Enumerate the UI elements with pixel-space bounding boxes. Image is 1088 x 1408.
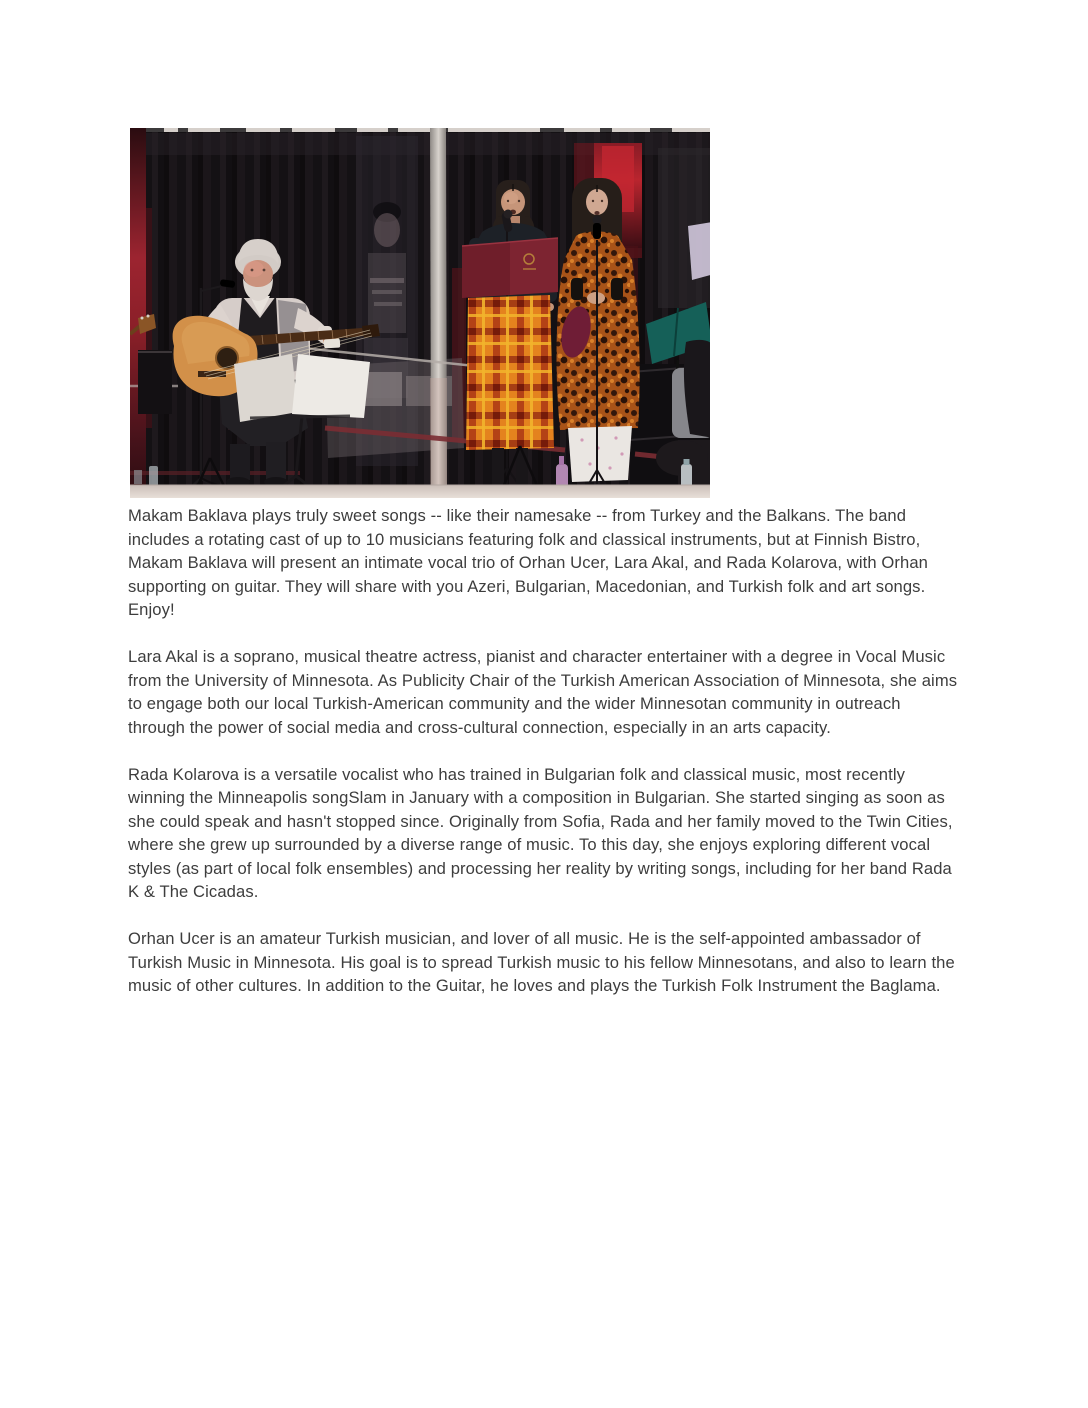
paragraph-rada-kolarova: Rada Kolarova is a versatile vocalist who has trained in Bulgarian folk and classical music, most recently winning the Minneapolis songSlam in January with a composition in Bulgarian. She started singing as soon as she could speak and hasn't stopped since. Originally from Sofia, Rada and her family moved to the Twin Cities, where she grew up surrounded by a diverse range of music. To this day, she enjoys exploring different vocal styles (as part of local folk ensembles) and processing her reality by writing songs, including for her band Rada K & The Cicadas. — [128, 764, 953, 901]
paragraph-lara-akal: Lara Akal is a soprano, musical theatre actress, pianist and character entertainer with a degree in Vocal Music from the University of Minnesota. As Publicity Chair of the Turkish American Association of Minnesota, she aims to engage both our local Turkish-American community and the wider Minnesotan community in outreach through the power of social media and cross-cultural connection, especially in an arts capacity. — [128, 647, 958, 737]
concert-photo — [130, 128, 710, 498]
paragraph-band-intro: Makam Baklava plays truly sweet songs -- like their namesake -- from Turkey and the Balkans. The band includes a rotating cast of up to 10 musicians featuring folk and classical instruments, but at Finnish Bistro, Makam Baklava will present an intimate vocal trio of Orhan Ucer, Lara Akal, and Rada Kolarova, with Orhan supporting on guitar. They will share with you Azeri, Bulgarian, Macedonian, and Turkish folk and art songs. Enjoy! — [128, 506, 929, 619]
support-pole — [430, 128, 447, 498]
article-text — [128, 504, 959, 1021]
concert-photo-graphic — [130, 128, 710, 498]
paragraph-orhan-ucer: Orhan Ucer is an amateur Turkish musician, and lover of all music. He is the self-appointed ambassador of Turkish Music in Minnesota. His goal is to spread Turkish music to his fellow Minnesotans, and also to learn the music of other cultures. In addition to the Guitar, he loves and plays the Turkish Folk Instrument the Baglama. — [128, 929, 955, 995]
photo-top-edge — [130, 128, 710, 132]
music-stand-maroon — [462, 238, 558, 298]
stage-floor-strip — [130, 485, 710, 498]
